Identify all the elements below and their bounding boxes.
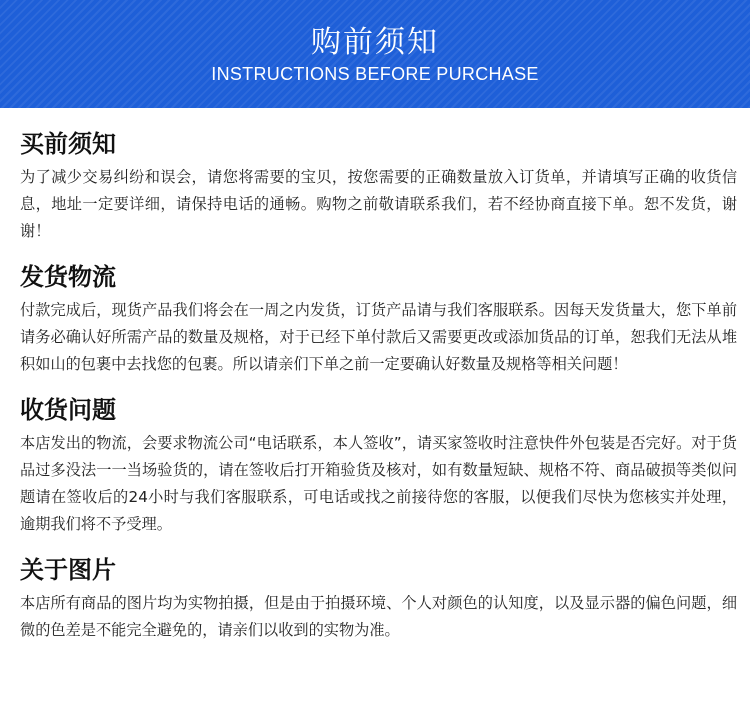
section-heading: 收货问题 [20, 396, 116, 424]
section-before-purchase [20, 128, 737, 245]
banner-title: 购前须知 [311, 25, 439, 60]
section-heading: 关于图片 [20, 556, 116, 584]
section-body: 本店发出的物流，会要求物流公司“电话联系，本人签收”，请买家签收时注意快件外包装是否完好。对于货品过多没法一一当场验货的，请在签收后打开箱验货及核对，如有数量短缺、规格不符、商品破损等类似问题请在签收后的24小时与我们客服联系，可电话或找之前接待您的客服，以便我们尽快为您核实并处理，逾期我们将不予受理。 [20, 434, 737, 533]
section-heading: 买前须知 [20, 130, 116, 158]
section-shipping-logistics [20, 261, 737, 378]
section-receiving-issues [20, 394, 737, 538]
notice-content [0, 108, 750, 644]
section-heading: 发货物流 [20, 263, 116, 291]
section-about-pictures [20, 554, 737, 644]
section-body: 本店所有商品的图片均为实物拍摄，但是由于拍摄环境、个人对颜色的认知度，以及显示器的偏色问题，细微的色差是不能完全避免的，请亲们以收到的实物为准。 [20, 594, 737, 639]
section-body: 为了减少交易纠纷和误会，请您将需要的宝贝，按您需要的正确数量放入订货单，并请填写正确的收货信息，地址一定要详细，请保持电话的通畅。购物之前敬请联系我们，若不经协商直接下单。恕不发货，谢谢！ [20, 168, 737, 240]
banner-subtitle: INSTRUCTIONS BEFORE PURCHASE [211, 64, 539, 84]
section-body: 付款完成后，现货产品我们将会在一周之内发货，订货产品请与我们客服联系。因每天发货量大，您下单前请务必确认好所需产品的数量及规格，对于已经下单付款后又需要更改或添加货品的订单，恕我们无法从堆积如山的包裹中去找您的包裹。所以请亲们下单之前一定要确认好数量及规格等相关问题！ [20, 301, 737, 373]
header-banner [0, 0, 750, 108]
